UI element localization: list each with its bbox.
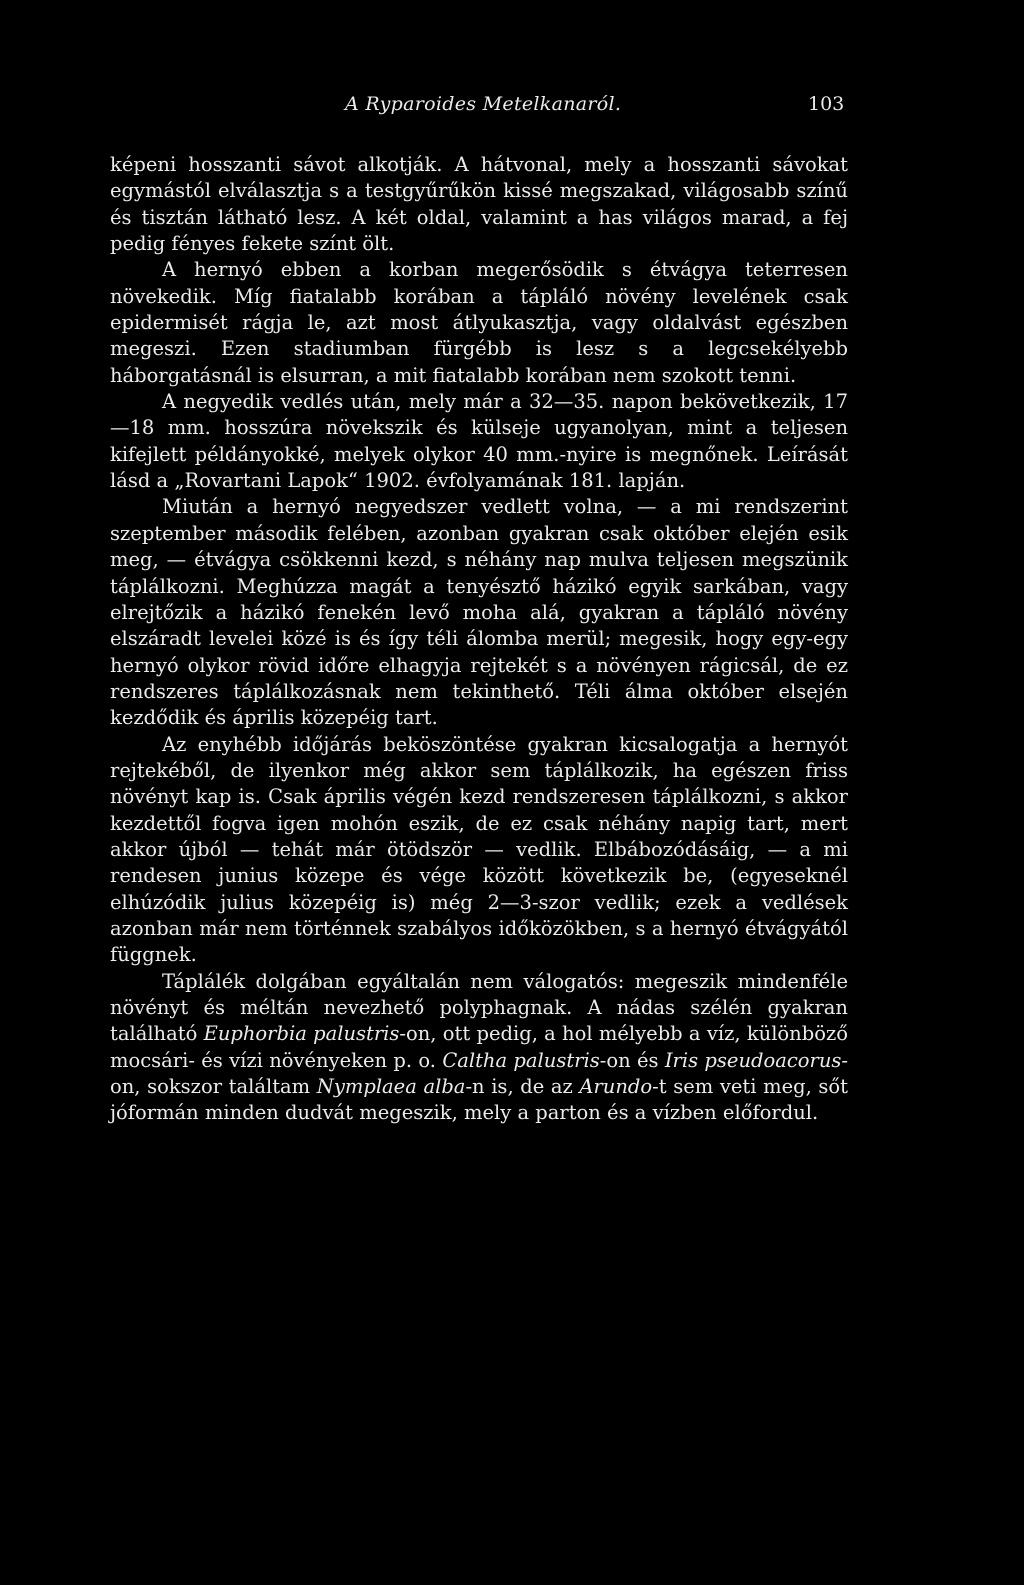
- paragraph-6-part: -t sem veti meg, sőt jóformán minden dudvát megeszik, mely a parton és a vízben előfordul.: [110, 1075, 848, 1125]
- paragraph-6-part: -on, ott pedig, a hol mélyebb a víz, különböző mocsári- és vízi növényeken p. o.: [110, 1022, 848, 1072]
- paragraph-5: Az enyhébb időjárás beköszöntése gyakran kicsalogatja a hernyót rejtekéből, de ilyenkor még akkor sem táplálkozik, ha egészen friss növényt kap is. Csak április végén kezd rendszeresen táplálkozni, s akkor kezdettől fogva igen mohón eszik, de ez csak néhány napig tart, mert akkor újból — tehát már ötödször — vedlik. Elbábozódásáig, — a mi rendesen junius közepe és vége között következik be, (egyeseknél elhúzódik julius közepéig is) még 2—3-szor vedlik; ezek a vedlések azonban már nem történnek szabályos időközökben, s a hernyó étvágyától függnek.: [110, 732, 848, 967]
- species-iris: Iris pseudoacorus: [664, 1048, 842, 1072]
- paragraph-6-part: Táplálék dolgában egyáltalán nem válogatós: megeszik mindenféle növényt és méltán nevezhető polyphagnak. A nádas szélén gyakran található: [110, 969, 848, 1046]
- paragraph-2: A hernyó ebben a korban megerősödik s étvágya teterresen növekedik. Míg fiatalabb korában a tápláló növény levelének csak epidermisét rágja le, azt most átlyukasztja, vagy oldalvást egészben megeszi. Ezen stadiumban fürgébb is lesz s a legcsekélyebb háborgatásnál is elsurran, a mit fiatalabb korában nem szokott tenni.: [110, 258, 848, 387]
- paragraph-1: képeni hosszanti sávot alkotják. A hátvonal, mely a hosszanti sávokat egymástól elválasztja s a testgyűrűkön kissé megszakad, világosabb színű és tisztán látható lesz. A két oldal, valamint a has világos marad, a fej pedig fényes fekete színt ölt.: [110, 153, 848, 256]
- body-text: [110, 152, 848, 1127]
- species-arundo: Arundo: [579, 1075, 653, 1099]
- paragraph-4: Miután a hernyó negyedszer vedlett volna, — a mi rendszerint szeptember második felében, azonban gyakran csak október elején esik meg, — étvágya csökkenni kezd, s néhány nap mulva teljesen megszünik táplálkozni. Meghúzza magát a tenyésztő házikó egyik sarkában, vagy elrejtőzik a házikó fenekén levő moha alá, gyakran a tápláló növény elszáradt levelei közé is és így téli álomba merül; megesik, hogy egy-egy hernyó olykor rövid időre elhagyja rejtekét s a növényen rágicsál, de ez rendszeres táplálkozásnak nem tekinthető. Téli álma október elsején kezdődik és április közepéig tart.: [110, 495, 848, 730]
- paragraph-6-part: -on, sokszor találtam: [110, 1048, 848, 1099]
- page-number: 103: [808, 93, 845, 115]
- species-euphorbia: Euphorbia palustris: [203, 1022, 400, 1046]
- paragraph-6: [110, 969, 848, 1127]
- paragraph-3: A negyedik vedlés után, mely már a 32—35. napon bekövetkezik, 17—18 mm. hosszúra növekszik és külseje ugyanolyan, mint a teljesen kifejlett példányokké, melyek olykor 40 mm.-nyire is megnőnek. Leírását lásd a „Rovartani Lapok“ 1902. évfolyamának 181. lapján.: [110, 390, 848, 493]
- paragraph-6-part: -n is, de az: [465, 1075, 580, 1099]
- species-caltha: Caltha palustris: [442, 1048, 600, 1072]
- paragraph-6-part: -on és: [599, 1048, 665, 1072]
- running-title: A Ryparoides Metelkanaról.: [345, 93, 622, 115]
- species-nymphaea: Nymplaea alba: [316, 1075, 466, 1099]
